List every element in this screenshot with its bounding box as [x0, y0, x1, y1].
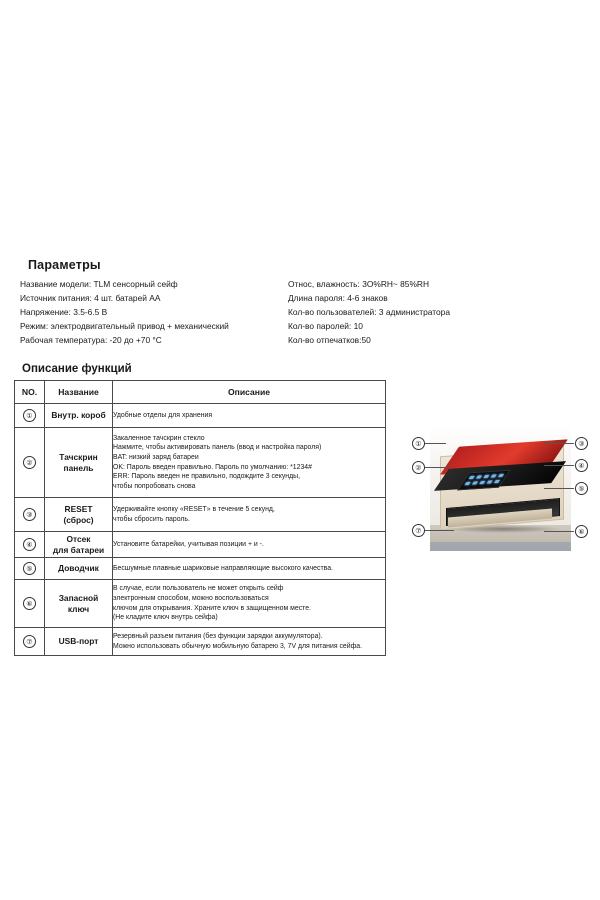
- parameter-line: Длина пароля: 4-6 знаков: [288, 293, 388, 304]
- row-number: [15, 628, 45, 656]
- description-line: BAT: низкий заряд батареи: [113, 453, 199, 461]
- table-row: [15, 428, 386, 498]
- photo-floor-accent: [430, 542, 571, 551]
- row-name-line: Тачскрин: [59, 451, 98, 462]
- row-name-line: ключ: [67, 603, 90, 614]
- callout-6: ⑥: [575, 525, 588, 538]
- row-number: [15, 580, 45, 628]
- table-row: [15, 532, 386, 558]
- functions-table: [14, 380, 386, 656]
- row-name-line: RESET: [64, 503, 93, 514]
- row-name-line: (сброс): [63, 514, 94, 525]
- table-row: [15, 404, 386, 428]
- description-line: чтобы попробовать снова: [113, 482, 196, 490]
- callout-leader-line: [544, 531, 574, 532]
- row-name-line: Запасной: [58, 592, 99, 603]
- callout-7: ⑦: [412, 524, 425, 537]
- column-header-desc: Описание: [113, 381, 386, 404]
- row-description: [113, 580, 386, 628]
- row-name: [45, 532, 113, 558]
- parameter-line: Режим: электродвигательный привод + механический: [20, 321, 229, 332]
- description-line: электронным способом, можно воспользоваться: [113, 594, 269, 602]
- circled-number: ①: [23, 409, 36, 422]
- row-number: [15, 428, 45, 498]
- column-header-name: Название: [45, 381, 113, 404]
- row-description: [113, 498, 386, 532]
- functions-title: Описание функций: [22, 363, 132, 375]
- description-line: ERR: Пароль введен не правильно, подождите 3 секунды,: [113, 473, 300, 481]
- description-line: Удерживайте кнопку «RESET» в течение 5 секунд,: [113, 505, 275, 513]
- description-line: Можно использовать обычную мобильную батарею 3, 7V для питания сейфа.: [113, 642, 363, 650]
- row-number: [15, 532, 45, 558]
- parameters-right-column: [288, 277, 588, 347]
- circled-number: ③: [23, 508, 36, 521]
- callout-leader-line: [424, 530, 454, 531]
- callout-leader-line: [544, 488, 574, 489]
- row-description: [113, 628, 386, 656]
- description-line: Закаленное тачскрин стекло: [113, 434, 205, 442]
- table-row: [15, 498, 386, 532]
- row-name: [45, 498, 113, 532]
- description-line: чтобы сбросить пароль.: [113, 515, 190, 523]
- table-header-row: [15, 381, 386, 404]
- parameter-line: Кол-во паролей: 10: [288, 321, 363, 332]
- parameter-line: Рабочая температура: -20 до +70 °С: [20, 335, 162, 346]
- parameter-line: Кол-во пользователей: 3 администратора: [288, 307, 450, 318]
- circled-number: ⑥: [23, 597, 36, 610]
- callout-5: ⑤: [575, 482, 588, 495]
- table-row: [15, 558, 386, 580]
- parameter-line: Напряжение: 3.5-6.5 В: [20, 307, 108, 318]
- description-line: ключом для открывания. Храните ключ в защищенном месте.: [113, 604, 311, 612]
- circled-number: ④: [23, 538, 36, 551]
- callout-2: ②: [412, 461, 425, 474]
- circled-number: ⑤: [23, 562, 36, 575]
- parameter-line: Кол-во отпечатков:50: [288, 335, 371, 346]
- callout-leader-line: [424, 443, 446, 444]
- circled-number: ②: [23, 456, 36, 469]
- row-name: USB-порт: [45, 628, 113, 656]
- description-line: Резервный разъем питания (без функции зарядки аккумулятора).: [113, 632, 323, 640]
- callout-leader-line: [424, 467, 450, 468]
- description-line: Удобные отделы для хранения: [113, 411, 213, 419]
- callout-leader-line: [544, 465, 574, 466]
- parameter-line: Источник питания: 4 шт. батарей АА: [20, 293, 161, 304]
- circled-number: ⑦: [23, 635, 36, 648]
- row-name-line: панель: [63, 462, 94, 473]
- description-line: В случае, если пользователь не может открыть сейф: [113, 585, 284, 593]
- row-number: [15, 558, 45, 580]
- column-header-no: NO.: [15, 381, 45, 404]
- row-number: [15, 404, 45, 428]
- row-description: [113, 428, 386, 498]
- row-name-line: Отсек: [66, 533, 91, 544]
- callout-4: ④: [575, 459, 588, 472]
- row-name-line: для батареи: [52, 544, 105, 555]
- table-row: [15, 580, 386, 628]
- row-description: [113, 558, 386, 580]
- table-row: [15, 628, 386, 656]
- callout-1: ①: [412, 437, 425, 450]
- description-line: (Не кладите ключ внутрь сейфа): [113, 614, 218, 622]
- row-description: [113, 404, 386, 428]
- row-description: [113, 532, 386, 558]
- callout-3: ③: [575, 437, 588, 450]
- parameter-line: Относ, влажность: 3O%RH~ 85%RH: [288, 279, 429, 289]
- callout-leader-line: [544, 443, 574, 444]
- row-name: Внутр. короб: [45, 404, 113, 428]
- parameters-left-column: [20, 277, 282, 347]
- description-line: OK: Пароль введен правильно. Пароль по умолчанию: *1234#: [113, 463, 312, 471]
- row-name: Доводчик: [45, 558, 113, 580]
- product-photo-with-callouts: [412, 425, 590, 551]
- description-line: Установите батарейки, учитывая позиции + и -.: [113, 540, 264, 548]
- description-line: Нажмите, чтобы активировать панель (ввод и настройка пароля): [113, 444, 322, 452]
- description-line: Бесшумные плавные шариковые направляющие высокого качества.: [113, 564, 333, 572]
- parameter-line: Название модели: TLM сенсорный сейф: [20, 279, 178, 289]
- row-name: [45, 580, 113, 628]
- parameters-title: Параметры: [28, 258, 101, 272]
- row-name: [45, 428, 113, 498]
- row-number: [15, 498, 45, 532]
